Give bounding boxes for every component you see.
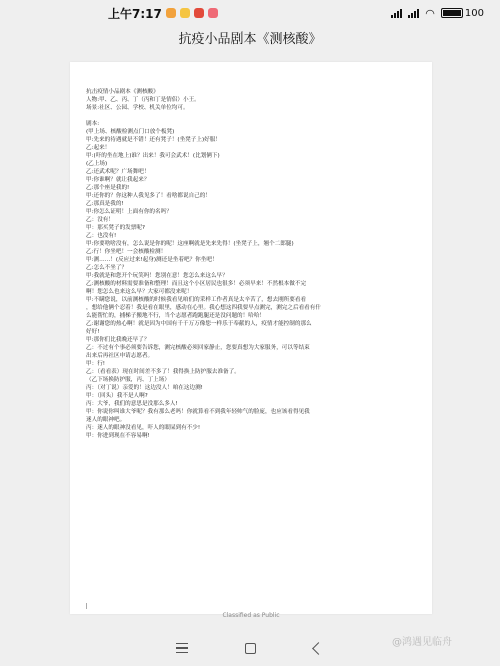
document-page[interactable] <box>70 62 432 619</box>
document-title: 抗疫小品剧本《测核酸》 <box>178 32 322 47</box>
document-line: 乙：也没有! <box>86 233 117 239</box>
document-line: 甲：那买凳子的发票呢? <box>86 225 145 231</box>
watermark-text: @鸿遇见临舟 <box>392 637 452 648</box>
document-line: 乙:测核酸的材料需要准备和整理！而且这个小区居民也很多！必须早来！不然根本做不完 <box>86 281 307 287</box>
document-body <box>86 88 416 440</box>
document-line: (乙上场) <box>86 161 108 167</box>
document-line: 人物:甲、乙、丙、丁（丙和丁是情侣）小王。 <box>86 97 200 103</box>
status-left <box>108 5 218 22</box>
yellow-app-icon <box>180 8 190 18</box>
watermark <box>392 633 452 648</box>
document-line: (甲上场、核酸检测点门口放个板凳) <box>86 129 175 135</box>
signal-icon-2 <box>408 8 419 18</box>
document-line: 甲：（回头）我不是人啊? <box>86 393 148 399</box>
document-line: 甲：你进到现在不容易啊! <box>86 433 150 439</box>
document-line: 乙:起来！ <box>86 145 111 151</box>
status-bar <box>0 0 500 26</box>
wifi-icon: ◠ <box>425 6 435 20</box>
blank-line <box>86 112 416 120</box>
document-line: 乙：不过有个事必须要告诉您，测完核酸必须回家静止，您要真想为大家服务，可以等结束 <box>86 345 310 351</box>
document-line: 甲:你怎么证明！上面有你的名吗？ <box>86 209 172 215</box>
home-button[interactable] <box>238 638 262 658</box>
document-line: 乙:还武术呢？广场舞吧！ <box>86 169 150 175</box>
status-time: 上午7:17 <box>108 6 162 21</box>
document-line: 甲:测……！(反应过来!起身)测还是坐着吧？你坐吧！ <box>86 257 218 263</box>
document-line: 啊！您怎么也来这么早？大家可都没来呢！ <box>86 289 193 295</box>
menu-button[interactable] <box>170 638 194 658</box>
document-line: 甲：行! <box>86 361 106 367</box>
document-line: 乙：没有！ <box>86 217 114 223</box>
pink-app-icon <box>208 8 218 18</box>
status-right <box>391 7 484 20</box>
orange-app-icon <box>166 8 176 18</box>
document-line: 甲:不瞒您说，以前测核酸的时候我看见咱们的采样工作者真是太辛苦了，想去刚所要看看 <box>86 297 307 303</box>
document-line: 乙：（看看表）现在时间差不多了！我得换上防护服去准备了。 <box>86 369 240 375</box>
document-line: 乙:行！你坐吧！一会核酸检测！ <box>86 249 167 255</box>
document-line: 乙:那真是我的! <box>86 201 124 207</box>
document-line: 乙:怎么不坐了？ <box>86 265 128 271</box>
document-line: 抗击疫情小品剧本《测核酸》 <box>86 89 159 95</box>
document-line: 甲:你要啥啥没有，怎么说是你的呢！这座啊就是先来先得！(坐凳子上，翘个二郎腿) <box>86 241 294 247</box>
signal-icon <box>391 8 402 18</box>
document-line: ，想给他俩个忍着！我是看在眼里，感动在心里。我心想这四我要早点测完，测完之后看看有什 <box>86 305 321 311</box>
document-line: 乙:那个座是我的! <box>86 185 130 191</box>
document-line: （乙下场换防护服，丙、丁上场） <box>86 377 170 383</box>
document-line: 乙:谢谢您的热心啊！就是因为中国有千千万万像您一样乐于奉献的人，疫情才能控制的那么 <box>86 321 312 327</box>
document-line: 甲:还你的？你这种人我见多了！看啥都说自己的！ <box>86 193 211 199</box>
document-line: 甲：你说你叫谁大爷呢？我有那么老吗！你就算看不到我年轻帅气的脸庞，也应该看得见我 <box>86 409 310 415</box>
document-line: 甲:(吓的坐在地上)谁？出来！我可会武术！(比划俩下) <box>86 153 220 159</box>
home-icon <box>245 643 256 654</box>
document-line: 丙：迷人的眼神没看见，吓人的眼屎到有不少! <box>86 425 201 431</box>
document-line: 场景:社区、公园、学校、机关单位均可。 <box>86 105 189 111</box>
battery-icon <box>441 8 484 19</box>
battery-percent: 100 <box>464 7 484 19</box>
document-line: 出来后再社区申请志愿者。 <box>86 353 154 359</box>
red-app-icon <box>194 8 204 18</box>
text-cursor <box>86 603 87 609</box>
document-line: 剧本: <box>86 121 100 127</box>
document-line: 甲:先来的待遇就是不错！还有凳子！(坐凳子上)好服！ <box>86 137 221 143</box>
document-line: 甲:你谁啊？就让我起来？ <box>86 177 150 183</box>
classification-label: Classified as Public <box>222 612 280 619</box>
document-line: 么能帮忙的，捕梯子搬地不行，当个志愿者跑跑腿还是没问题的！哈哈！ <box>86 313 266 319</box>
back-icon <box>312 642 325 655</box>
document-line: 迷人的眼神吧。 <box>86 417 126 423</box>
menu-icon <box>176 643 188 654</box>
document-line: 甲:那你们比我晚还早了？ <box>86 337 150 343</box>
document-line: 丙：（对丁说）亲爱的！这边没人！咱在这边测! <box>86 385 203 391</box>
back-button[interactable] <box>305 638 329 658</box>
document-line: 好好! <box>86 329 100 335</box>
document-line: 丙：大爷，我们的意思是没那么多人! <box>86 401 178 407</box>
document-line: 甲:我就是和您开个玩笑吗！您别在意！您怎么来这么早？ <box>86 273 228 279</box>
